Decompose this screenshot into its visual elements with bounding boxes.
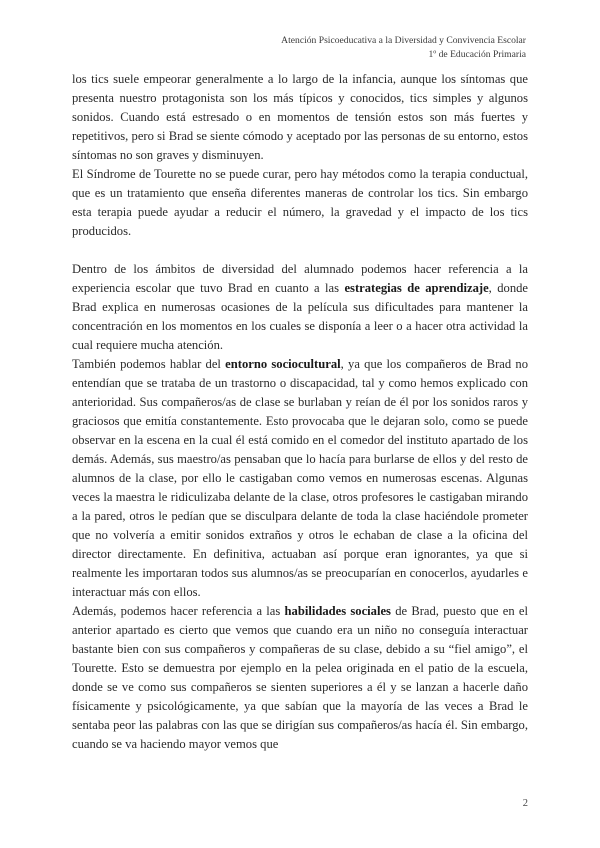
header-course-level: 1º de Educación Primaria xyxy=(428,49,526,60)
paragraph-learning-strategies xyxy=(72,260,528,355)
paragraph-tourette-therapy: El Síndrome de Tourette no se puede curar, pero hay métodos como la terapia conductual, que es un tratamiento que enseña diferentes maneras de controlar los tics. Sin embargo esta terapia puede ayudar a reducir el número, la gravedad y el impacto de los tics producidos. xyxy=(72,167,528,238)
paragraph-text: También podemos hablar del xyxy=(72,357,226,371)
paragraph-social-skills xyxy=(72,602,528,754)
paragraph-text: Además, podemos hacer referencia a las xyxy=(72,604,285,618)
paragraph-spacer xyxy=(72,241,528,260)
paragraph-text: de Brad, puesto que en el anterior apartado es cierto que vemos que cuando era un niño no conseguía interactuar bastante bien con sus compañeros y compañeras de su clase, debido a su “fiel amigo”, el Tourette. Esto se demuestra por ejemplo en la pelea originada en el patio de la escuela, donde se ve como sus compañeros se sienten superiores a él y se lanzan a hacerle daño físicamente y psicológicamente, ya que sabían que la mayoría de las veces a Brad le sentaba peor las palabras con las que se dirigían sus compañeros/as hacía él. Sin embargo, cuando se va haciendo mayor vemos que xyxy=(72,604,528,751)
bold-term-social-skills: habilidades sociales xyxy=(284,604,391,618)
header-course-title: Atención Psicoeducativa a la Diversidad y Convivencia Escolar xyxy=(281,35,526,46)
page-header xyxy=(281,34,526,62)
paragraph-tics-symptoms: los tics suele empeorar generalmente a lo largo de la infancia, aunque los síntomas que presenta nuestro protagonista son los más típicos y conocidos, tics simples y algunos sonidos. Cuando está estresado o en momentos de tensión estos son más fuertes y repetitivos, pero si Brad se siente cómodo y aceptado por las personas de su entorno, estos síntomas no son graves y disminuyen. xyxy=(72,72,528,162)
paragraph-text: Dentro de los ámbitos de diversidad del alumnado podemos hacer referencia a la experiencia escolar que tuvo Brad en cuanto a las xyxy=(72,262,528,295)
paragraph-sociocultural xyxy=(72,355,528,602)
paragraph-text: , ya que los compañeros de Brad no entendían que se trataba de un trastorno o discapacidad, tal y como hemos explicado con anterioridad. Sus compañeros/as de clase se burlaban y reían de él por los sonidos raros y graciosos que emitía constantemente. Esto provocaba que le dejaran solo, como se puede observar en la escena en la cual él está comido en el comedor del instituto apartado de los demás. Además, sus maestro/as pensaban que lo hacía para burlarse de ellos y del resto de alumnos de la clase, por ello le castigaban como vemos en numerosas escenas. Algunas veces la maestra le ridiculizaba delante de la clase, otros profesores le castigaban mirando a la pared, otros le pedían que se disculpara delante de toda la clase haciéndole prometer que no volvería a emitir sonidos extraños y otros le echaban de clase a la oficina del director directamente. En definitiva, actuaban así porque eran ignorantes, ya que si realmente les importaran todos sus alumnos/as se preocuparían en conocerlos, ayudarles e interactuar más con ellos. xyxy=(72,357,529,599)
page-number: 2 xyxy=(522,798,528,809)
paragraph-text: , donde Brad explica en numerosas ocasiones de la película sus dificultades para mantener la concentración en los momentos en los cuales se disponía a leer o a hacer otra actividad la cual requiere mucha atención. xyxy=(72,281,529,352)
document-body xyxy=(72,70,528,754)
bold-term-learning-strategies: estrategias de aprendizaje xyxy=(344,281,489,295)
bold-term-sociocultural: entorno sociocultural xyxy=(225,357,341,371)
